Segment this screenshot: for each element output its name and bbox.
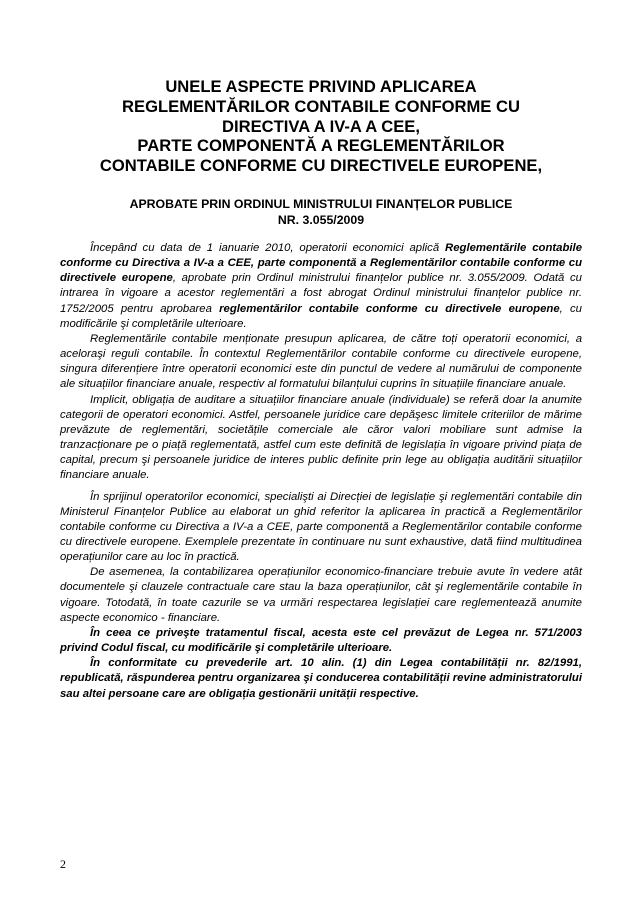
paragraph-7: În conformitate cu prevederile art. 10 alin. (1) din Legea contabilității nr. 82/1991, republicată, răspunderea pentru organizarea şi conducerea contabilității revine administratorului sau altei persoane care are obligația gestionării unității respective.: [60, 657, 582, 700]
title-line: DIRECTIVA A IV-A A CEE,: [222, 116, 420, 136]
document-title: [56, 77, 586, 176]
paragraph-text: , aprobate prin Ordinul ministrului finanțelor publice nr. 3.055/2009. Odată cu intrarea în vigoare a acestor reglementări a fost abrogat Ordinul ministrului finanțelor publice nr. 1752/2005 pentru aprobarea: [60, 272, 582, 315]
paragraph-emphasis: Reglementările contabile conforme cu Directiva a IV-a a CEE, parte componentă a Reglementărilor contabile conforme cu directivele europene: [60, 242, 582, 285]
page-number: 2: [60, 857, 66, 871]
title-line: REGLEMENTĂRILOR CONTABILE CONFORME CU: [122, 96, 520, 116]
title-line: PARTE COMPONENTĂ A REGLEMENTĂRILOR: [137, 136, 505, 156]
document-body: [60, 241, 582, 702]
document-subtitle: [56, 197, 586, 228]
paragraph-5: De asemenea, la contabilizarea operațiunilor economico-financiare trebuie avute în vedere atât documentele şi clauzele contractuale care stau la baza operațiunilor, cât şi reglementările contabile în vigoare. Totodată, în toate cazurile se va urmări respectarea legislației care reglementează anumite aspecte economico - financiare.: [60, 566, 582, 624]
title-line: UNELE ASPECTE PRIVIND APLICAREA: [165, 77, 477, 96]
paragraph-emphasis: reglementărilor contabile conforme cu directivele europene: [219, 302, 560, 315]
subtitle-line: NR. 3.055/2009: [277, 212, 365, 227]
paragraph-6: În ceea ce priveşte tratamentul fiscal, acesta este cel prevăzut de Legea nr. 571/2003 privind Codul fiscal, cu modificările şi completările ulterioare.: [60, 626, 582, 655]
paragraph-2: Reglementările contabile menționate presupun aplicarea, de către toți operatorii economici, a aceloraşi reguli contabile. În contextul Reglementărilor contabile conforme cu directivele europene, singura diferențiere între operatorii economici este din punctul de vedere al numărului de componente ale situațiilor financiare anuale, respectiv al formatului bilanțului cuprins în situațiile financiare anuale.: [60, 332, 582, 391]
subtitle-line: APROBATE PRIN ORDINUL MINISTRULUI FINANȚELOR PUBLICE: [129, 197, 513, 211]
paragraph-4: În sprijinul operatorilor economici, specialişti ai Direcției de legislație şi reglementări contabile din Ministerul Finanțelor Publice au elaborat un ghid referitor la aplicarea în practică a Reglementărilor contabile conforme cu Directiva a IV-a a CEE, parte componentă a Reglementărilor contabile conforme cu directivele europene. Exemplele prezentate în continuare nu sunt exhaustive, dată fiind multitudinea operațiunilor care au loc în practică.: [60, 490, 582, 564]
paragraph-1: [60, 241, 582, 332]
paragraph-3: Implicit, obligația de auditare a situațiilor financiare anuale (individuale) se referă doar la anumite categorii de operatori economici. Astfel, persoanele juridice care depăşesc limitele criteriilor de mărime prevăzute de reglementări, societățile comerciale ale căror valori mobiliare sunt admise la tranzacționare pe o piață reglementată, astfel cum este definită de legislația în vigoare privind piața de capital, precum şi persoanele juridice de interes public definite prin lege au obligația auditării situațiilor financiare anuale.: [60, 393, 582, 482]
title-line: CONTABILE CONFORME CU DIRECTIVELE EUROPENE,: [99, 156, 543, 176]
paragraph-text: Începând cu data de 1 ianuarie 2010, operatorii economici aplică: [90, 242, 446, 254]
paragraph-text: , cu modificările şi completările ulterioare.: [60, 302, 582, 330]
